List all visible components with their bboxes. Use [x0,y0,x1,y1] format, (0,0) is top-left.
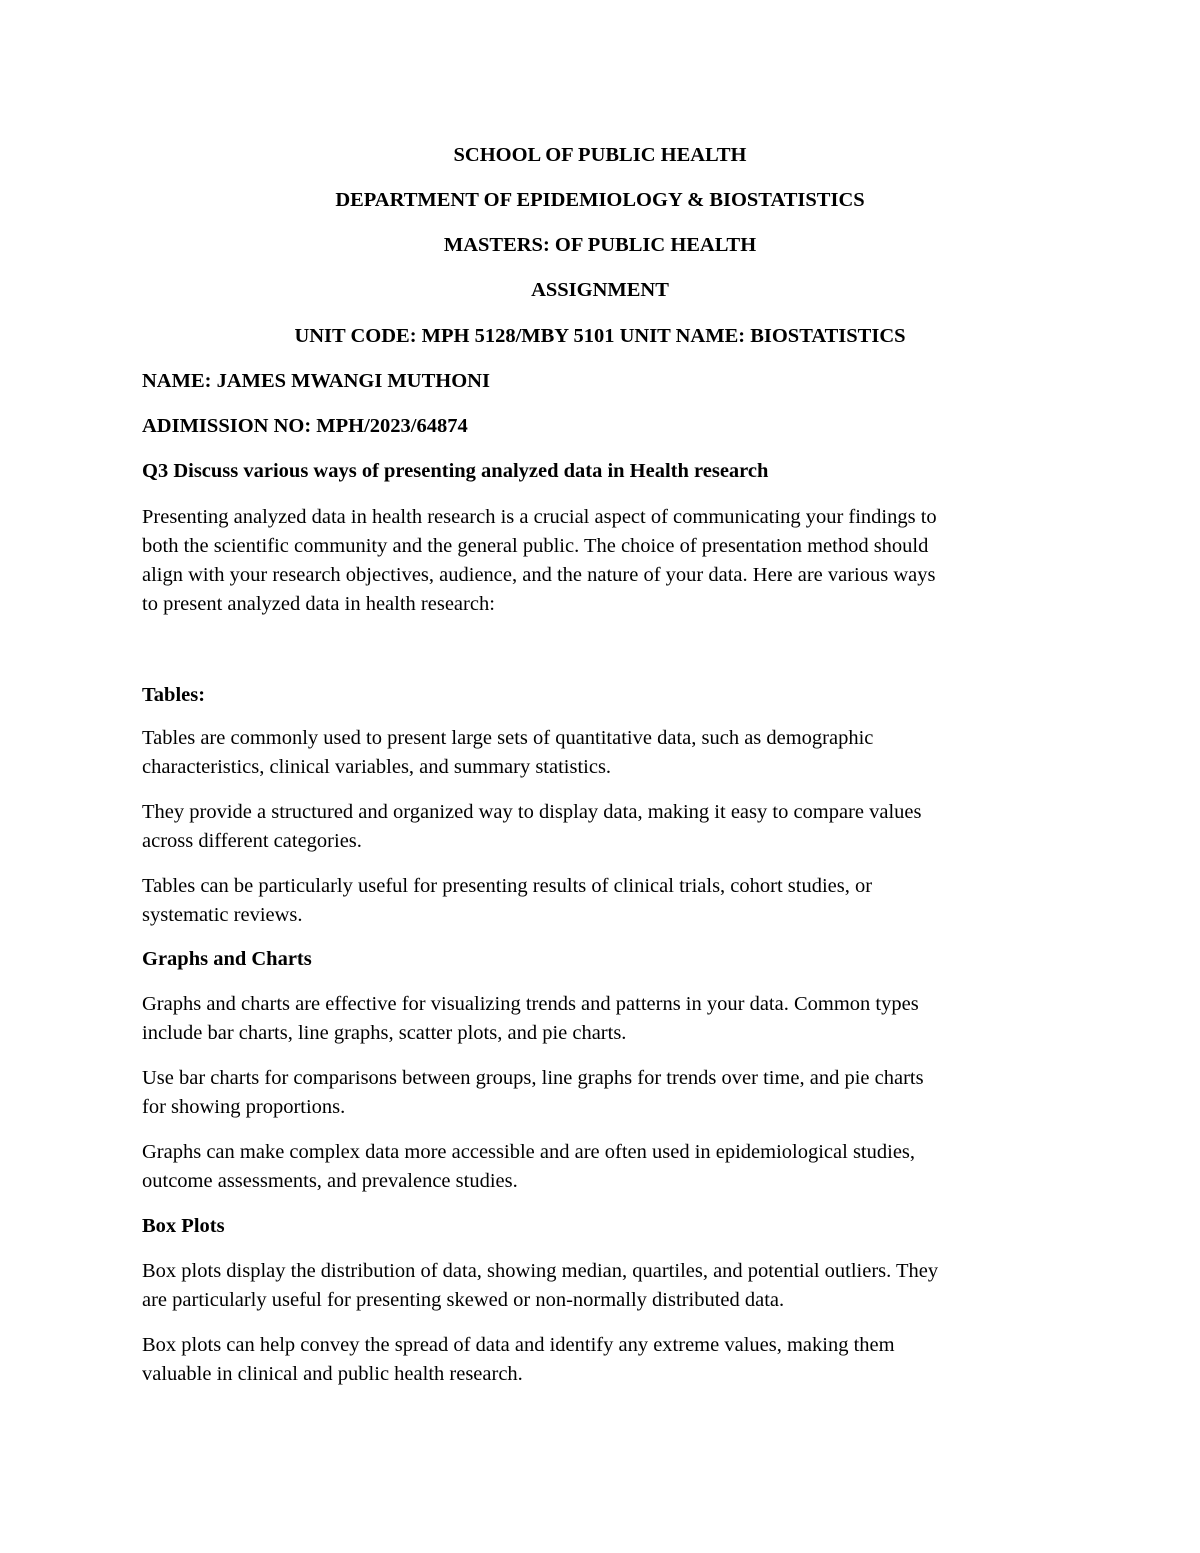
unit-info: UNIT CODE: MPH 5128/MBY 5101 UNIT NAME: BIOSTATISTICS [294,325,906,347]
admission-number: ADIMISSION NO: MPH/2023/64874 [142,415,468,437]
section-heading-tables: Tables: [142,684,206,706]
intro-line: Presenting analyzed data in health research is a crucial aspect of communicating your findings to [142,506,937,528]
paragraph-line: across different categories. [142,830,362,852]
paragraph-line: Tables can be particularly useful for presenting results of clinical trials, cohort studies, or [142,875,873,897]
question-heading: Q3 Discuss various ways of presenting analyzed data in Health research [142,460,769,482]
intro-line: align with your research objectives, audience, and the nature of your data. Here are various ways [142,564,936,586]
paragraph-line: valuable in clinical and public health research. [142,1363,523,1385]
paragraph-line: characteristics, clinical variables, and summary statistics. [142,756,612,778]
department-title: DEPARTMENT OF EPIDEMIOLOGY & BIOSTATISTICS [335,189,865,211]
paragraph-line: systematic reviews. [142,904,303,926]
paragraph-line: outcome assessments, and prevalence studies. [142,1170,518,1192]
paragraph-line: Tables are commonly used to present large sets of quantitative data, such as demographic [142,727,874,749]
paragraph-line: Use bar charts for comparisons between groups, line graphs for trends over time, and pie charts [142,1067,924,1089]
section-heading-graphs: Graphs and Charts [142,948,312,970]
paragraph-line: Box plots display the distribution of data, showing median, quartiles, and potential outliers. They [142,1260,939,1282]
paragraph-line: Graphs can make complex data more accessible and are often used in epidemiological studies, [142,1141,916,1163]
section-heading-box-plots: Box Plots [142,1215,225,1237]
paragraph-line: Graphs and charts are effective for visualizing trends and patterns in your data. Common types [142,993,919,1015]
paragraph-line: They provide a structured and organized way to display data, making it easy to compare values [142,801,922,823]
paragraph-line: Box plots can help convey the spread of data and identify any extreme values, making them [142,1334,895,1356]
school-title: SCHOOL OF PUBLIC HEALTH [453,144,747,166]
student-name: NAME: JAMES MWANGI MUTHONI [142,370,490,392]
intro-line: both the scientific community and the general public. The choice of presentation method should [142,535,929,557]
paragraph-line: are particularly useful for presenting skewed or non-normally distributed data. [142,1289,785,1311]
paragraph-line: include bar charts, line graphs, scatter plots, and pie charts. [142,1022,627,1044]
paragraph-line: for showing proportions. [142,1096,346,1118]
program-title: MASTERS: OF PUBLIC HEALTH [443,234,757,256]
document-type: ASSIGNMENT [531,279,669,301]
intro-line: to present analyzed data in health research: [142,593,495,615]
